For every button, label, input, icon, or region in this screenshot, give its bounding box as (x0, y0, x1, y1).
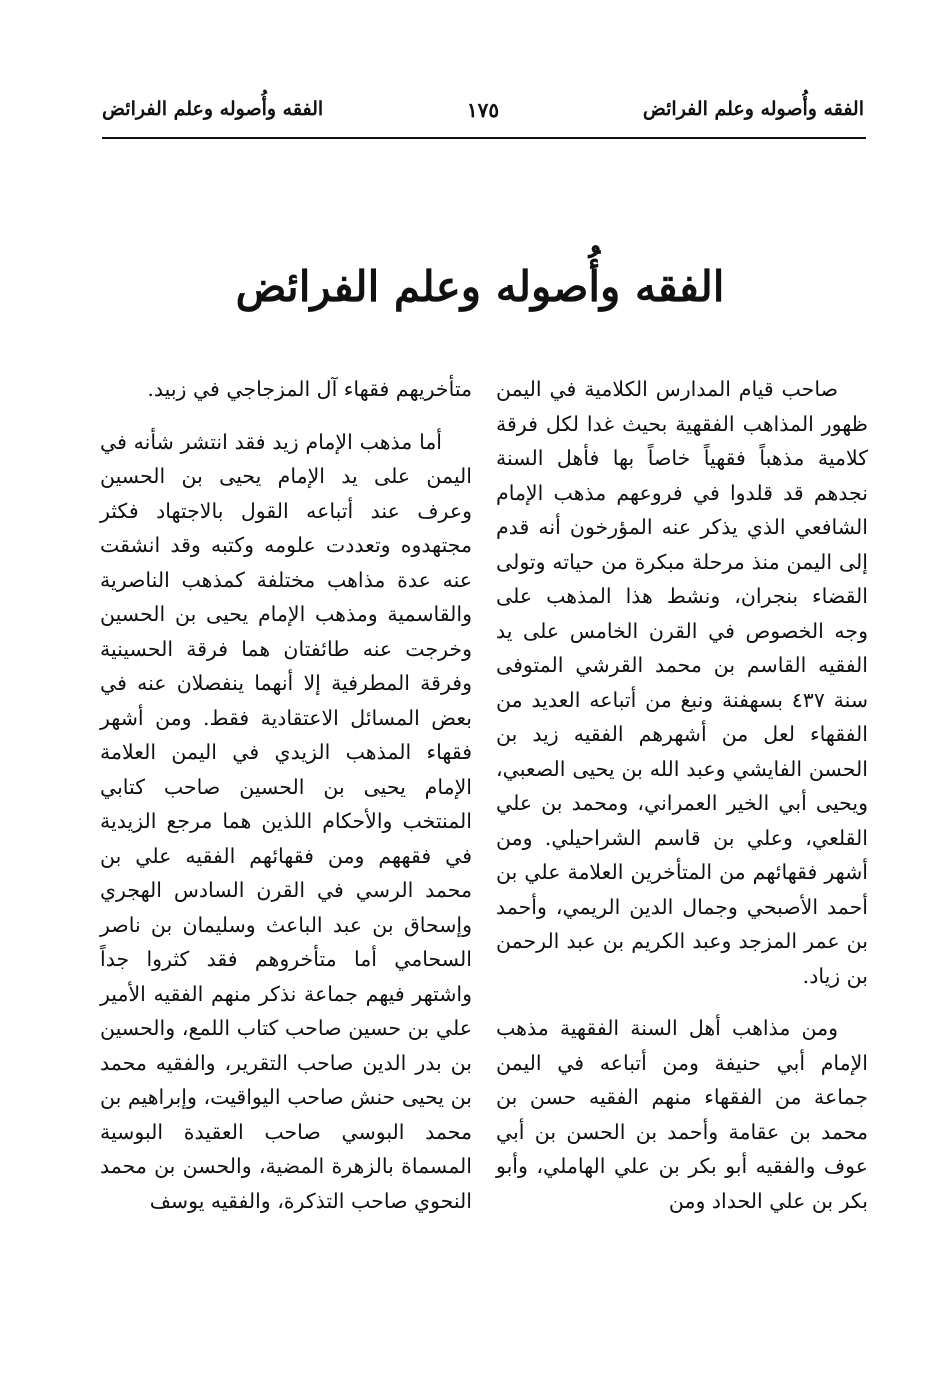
right-column (496, 372, 868, 1218)
page-number: ١٧٥ (466, 98, 500, 122)
running-title-left: الفقه وأُصوله وعلم الفرائض (102, 98, 324, 120)
left-paragraph-1: متأخريهم فقهاء آل المزجاجي في زبيد. (147, 377, 472, 401)
left-column (100, 372, 472, 1218)
running-header (102, 98, 864, 128)
header-rule (102, 137, 866, 139)
running-title-right: الفقه وأُصوله وعلم الفرائض (642, 98, 864, 120)
section-title: الفقه وأُصوله وعلم الفرائض (235, 262, 725, 311)
right-paragraph-2: ومن مذاهب أهل السنة الفقهية مذهب الإمام أبي حنيفة ومن أتباعه في اليمن جماعة من الفقهاء منهم الفقيه حسن بن محمد بن عقامة وأحمد بن الحسن بن أبي عوف والفقيه أبو بكر بن علي الهاملي، وأبو بكر بن علي الحداد ومن (496, 1016, 868, 1213)
right-paragraph-1: صاحب قيام المدارس الكلامية في اليمن ظهور المذاهب الفقهية بحيث غدا لكل فرقة كلامية مذهباً فقهياً خاصاً بها فأهل السنة نجدهم قد قلدوا في فروعهم مذهب الإمام الشافعي الذي يذكر عنه المؤرخون أنه قدم إلى اليمن منذ مرحلة مبكرة من حياته وتولى القضاء بنجران، ونشط هذا المذهب على وجه الخصوص في القرن الخامس على يد الفقيه القاسم بن محمد القرشي المتوفى سنة ٤٣٧ بسهفنة ونبغ من أتباعه العديد من الفقهاء لعل من أشهرهم الفقيه زيد بن الحسن الفايشي وعبد الله بن يحيى الصعبي، ويحيى أبي الخير العمراني، ومحمد بن علي القلعي، وعلي بن قاسم الشراحيلي. ومن أشهر فقهائهم من المتأخرين العلامة علي بن أحمد الأصبحي وجمال الدين الريمي، وأحمد بن عمر المزجد وعبد الكريم بن عبد الرحمن بن زياد. (496, 377, 868, 988)
left-paragraph-2: أما مذهب الإمام زيد فقد انتشر شأنه في اليمن على يد الإمام يحيى بن الحسين وعرف عند أتباعه القول بالاجتهاد فكثر مجتهدوه وتعددت علومه وكتبه وقد انشقت عنه عدة مذاهب مختلفة كمذهب الناصرية والقاسمية ومذهب الإمام يحيى بن الحسين وخرجت عنه طائفتان هما فرقة الحسينية وفرقة المطرفية إلا أنهما ينفصلان عنه في بعض المسائل الاعتقادية فقط. ومن أشهر فقهاء المذهب الزيدي في اليمن العلامة الإمام يحيى بن الحسين صاحب كتابي المنتخب والأحكام اللذين هما مرجع الزيدية في فقههم ومن فقهائهم الفقيه علي بن محمد الرسي في القرن السادس الهجري وإسحاق بن عبد الباعث وسليمان بن ناصر السحامي أما متأخروهم فقد كثروا جداً واشتهر فيهم جماعة نذكر منهم الفقيه الأمير علي بن حسين صاحب كتاب اللمع، والحسين بن بدر الدين صاحب التقرير، والفقيه محمد بن يحيى حنش صاحب اليواقيت، وإبراهيم بن محمد البوسي صاحب العقيدة البوسية المسماة بالزهرة المضية، والحسن بن محمد النحوي صاحب التذكرة، والفقيه يوسف (100, 429, 472, 1213)
